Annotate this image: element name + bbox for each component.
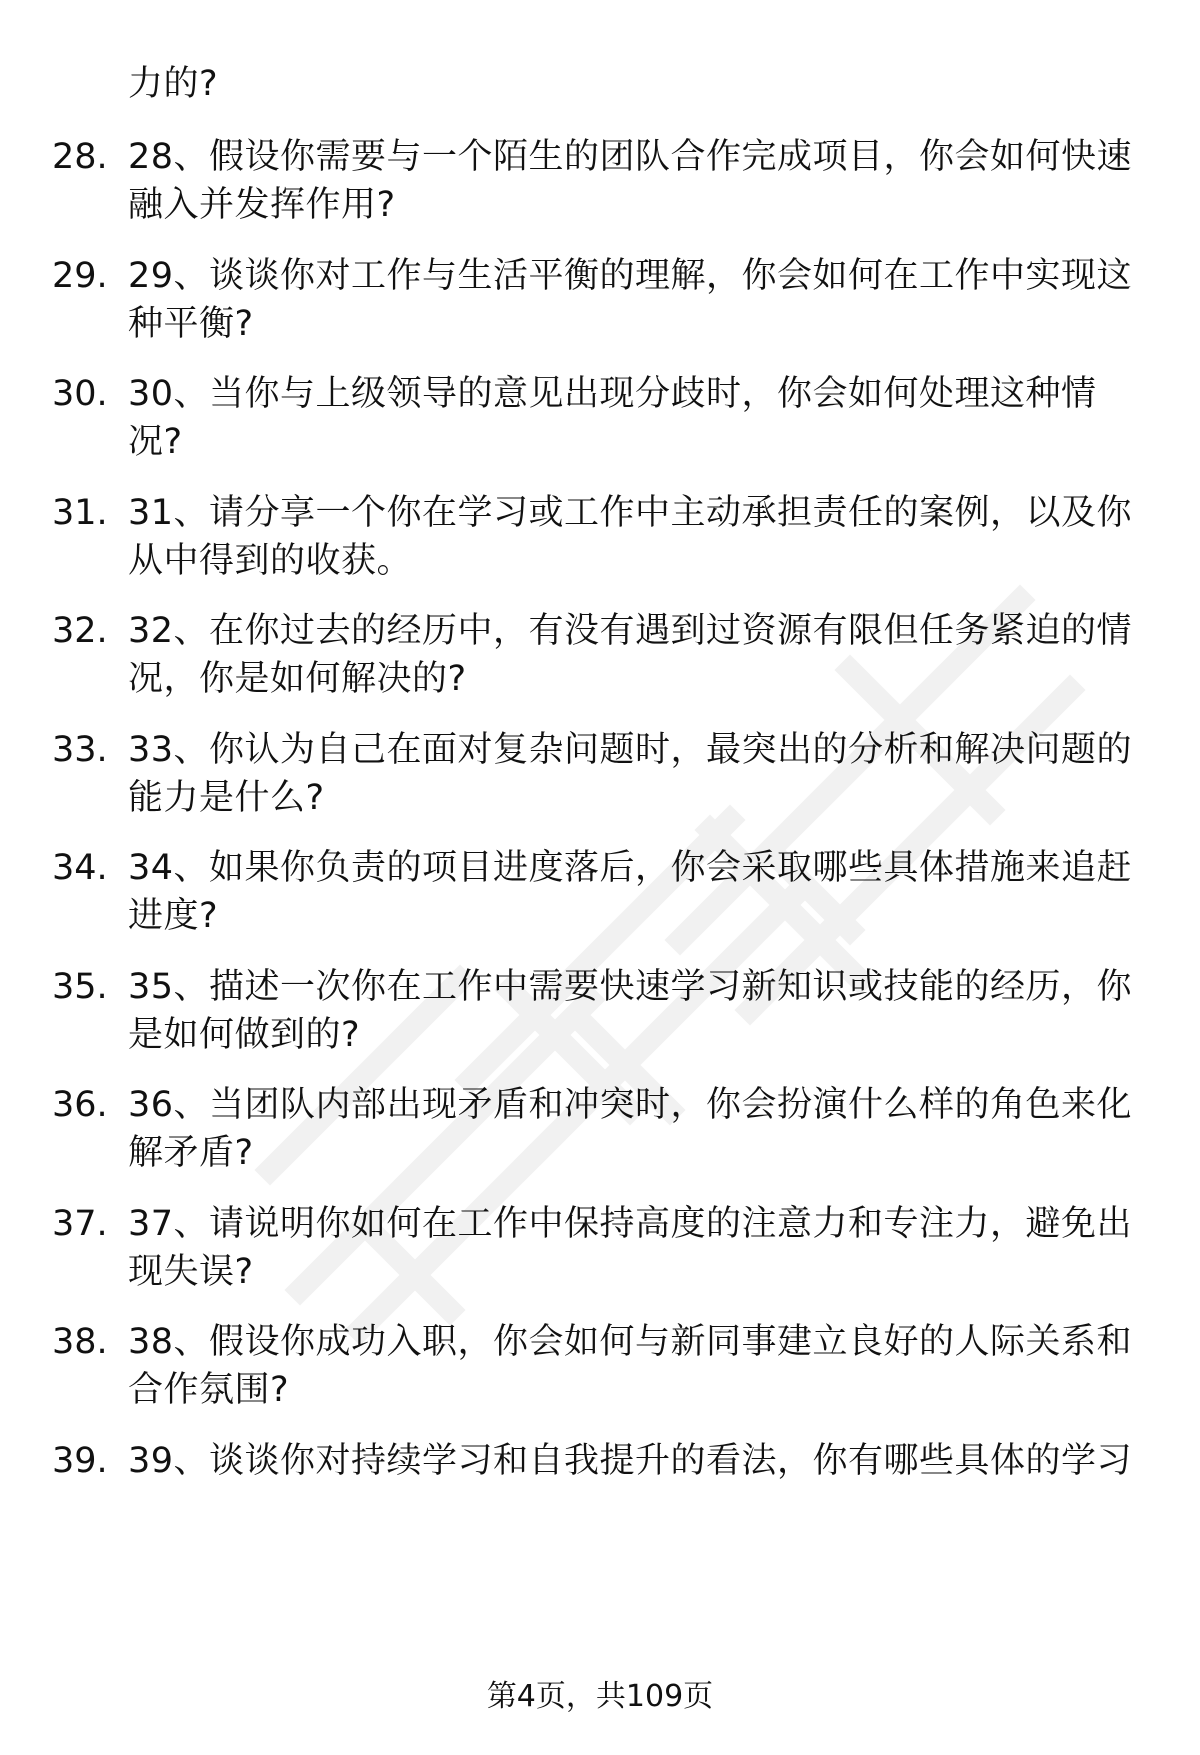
list-item — [0, 1318, 1200, 1418]
list-item — [0, 1081, 1200, 1181]
item-question-text — [128, 1081, 1148, 1177]
question-line: 31、请分享一个你在学习或工作中主动承担责任的案例，以及你 — [128, 493, 1133, 533]
question-line: 解矛盾? — [128, 1133, 254, 1173]
question-line: 融入并发挥作用? — [128, 185, 396, 225]
question-line: 34、如果你负责的项目进度落后，你会采取哪些具体措施来追赶 — [128, 848, 1133, 888]
list-item — [0, 844, 1200, 944]
list-item — [0, 607, 1200, 707]
question-line: 况? — [128, 422, 183, 462]
item-question-text — [128, 1437, 1148, 1485]
item-number: 29. — [52, 256, 108, 296]
question-line: 29、谈谈你对工作与生活平衡的理解，你会如何在工作中实现这 — [128, 256, 1133, 296]
list-item — [0, 133, 1200, 233]
question-line: 合作氛围? — [128, 1370, 290, 1410]
question-line: 从中得到的收获。 — [128, 541, 413, 581]
item-question-text — [128, 963, 1148, 1059]
list-item — [0, 1437, 1200, 1537]
list-item — [0, 726, 1200, 826]
item-question-text — [128, 133, 1148, 229]
item-question-text — [128, 1318, 1148, 1414]
list-item — [0, 1200, 1200, 1300]
question-line: 现失误? — [128, 1252, 254, 1292]
question-line: 38、假设你成功入职，你会如何与新同事建立良好的人际关系和 — [128, 1322, 1133, 1362]
item-number: 38. — [52, 1322, 108, 1362]
item-question-text — [128, 726, 1148, 822]
item-number: 37. — [52, 1204, 108, 1244]
item-number: 39. — [52, 1441, 108, 1481]
question-line: 进度? — [128, 896, 219, 936]
question-line: 能力是什么? — [128, 778, 325, 818]
question-line: 39、谈谈你对持续学习和自我提升的看法，你有哪些具体的学习 — [128, 1441, 1133, 1481]
list-item — [0, 252, 1200, 352]
question-line: 是如何做到的? — [128, 1015, 361, 1055]
continued-question-text: 力的? — [128, 64, 219, 104]
page-footer: 第4页，共109页 — [486, 1679, 714, 1714]
question-line: 28、假设你需要与一个陌生的团队合作完成项目，你会如何快速 — [128, 137, 1133, 177]
list-item — [0, 370, 1200, 470]
item-number: 33. — [52, 730, 108, 770]
item-number: 34. — [52, 848, 108, 888]
question-line: 30、当你与上级领导的意见出现分歧时，你会如何处理这种情 — [128, 374, 1097, 414]
item-number: 32. — [52, 611, 108, 651]
item-question-text — [128, 370, 1148, 466]
item-question-text — [128, 607, 1148, 703]
question-line: 35、描述一次你在工作中需要快速学习新知识或技能的经历，你 — [128, 967, 1133, 1007]
item-question-text — [128, 844, 1148, 940]
item-question-text — [128, 489, 1148, 585]
question-line: 况，你是如何解决的? — [128, 659, 467, 699]
item-question-text — [128, 252, 1148, 348]
item-question-text — [128, 1200, 1148, 1296]
item-number: 36. — [52, 1085, 108, 1125]
item-number: 30. — [52, 374, 108, 414]
question-line: 33、你认为自己在面对复杂问题时，最突出的分析和解决问题的 — [128, 730, 1133, 770]
question-line: 36、当团队内部出现矛盾和冲突时，你会扮演什么样的角色来化 — [128, 1085, 1133, 1125]
list-item — [0, 963, 1200, 1063]
item-number: 28. — [52, 137, 108, 177]
question-line: 32、在你过去的经历中，有没有遇到过资源有限但任务紧迫的情 — [128, 611, 1133, 651]
question-line: 37、请说明你如何在工作中保持高度的注意力和专注力，避免出 — [128, 1204, 1133, 1244]
list-item — [0, 489, 1200, 589]
item-number: 31. — [52, 493, 108, 533]
question-line: 种平衡? — [128, 304, 254, 344]
item-number: 35. — [52, 967, 108, 1007]
